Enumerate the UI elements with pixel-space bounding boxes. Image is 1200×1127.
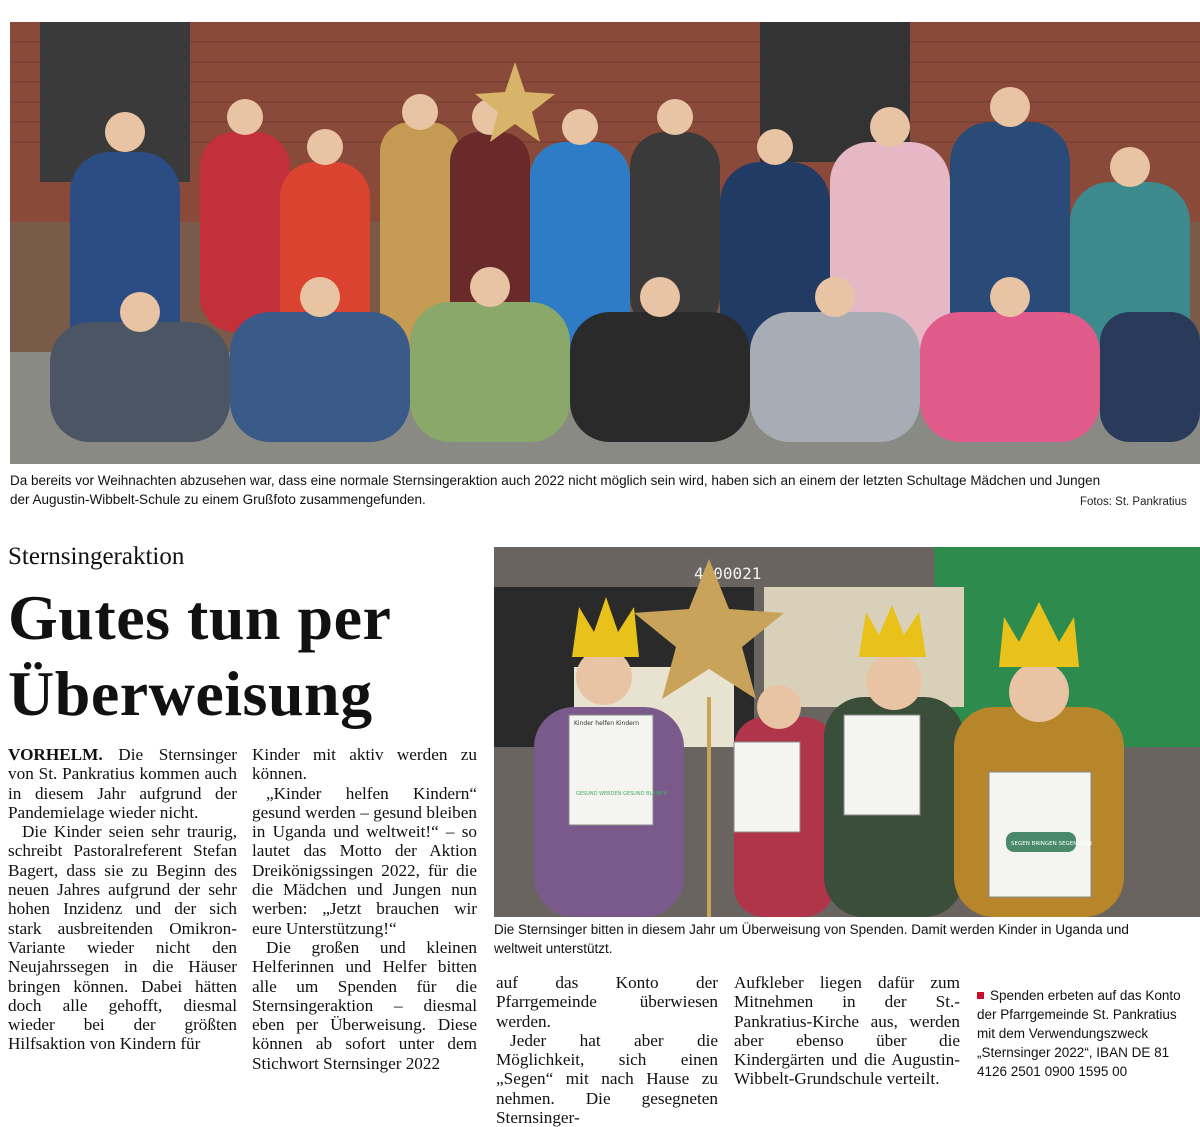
col2-paragraph1: Kinder mit aktiv werden zu können. xyxy=(252,745,477,784)
article-kicker: Sternsingeraktion xyxy=(8,543,185,570)
col3-paragraph1: auf das Konto der Pfarrgemeinde überwiesen werden. xyxy=(496,973,718,1031)
col1-p1-text: Die Sternsinger von St. Pankratius kommen auch in diesem Jahr aufgrund der Pandemielage wieder nicht. xyxy=(8,745,237,822)
article-column-2 xyxy=(252,745,477,1073)
second-caption-line1: Die Sternsinger bitten in diesem Jahr um Überweisung von Spenden. Damit werden Kinder in Uganda und xyxy=(494,922,1129,937)
photo-credit: Fotos: St. Pankratius xyxy=(1080,496,1187,508)
article-column-4 xyxy=(734,973,960,1089)
top-caption-line2: der Augustin-Wibbelt-Schule zu einem Grußfoto zusammengefunden. xyxy=(10,492,426,507)
second-photo-caption xyxy=(494,920,1200,958)
article-column-3 xyxy=(496,973,718,1127)
sternsinger-photo xyxy=(494,547,1200,917)
col3-paragraph2: Jeder hat aber die Möglichkeit, sich einen „Segen“ mit nach Hause zu nehmen. Die gesegneten Sternsinger- xyxy=(496,1030,718,1127)
headline-line2: Überweisung xyxy=(8,658,373,729)
col4-paragraph1: Aufkleber liegen dafür zum Mitnehmen in der St.-Pankratius-Kirche aus, werden aber ebenso über die Kindergärten und die Augustin-Wibbelt-Grundschule verteilt. xyxy=(734,973,960,1089)
top-caption-line1: Da bereits vor Weihnachten abzusehen war, dass eine normale Sternsingeraktion auch 2022 nicht möglich sein wird, haben sich an einem der letzten Schultage Mädchen und Jungen xyxy=(10,473,1101,488)
counter-display: 4200021 xyxy=(694,564,762,583)
article-headline xyxy=(8,580,391,732)
top-photo-caption xyxy=(10,471,1200,509)
group-photo xyxy=(10,22,1200,464)
col1-paragraph2: Die Kinder seien sehr traurig, schreibt Pastoralreferent Stefan Bagert, dass sie zu Beginn des neuen Jahres aufgrund der sehr hohen Inzidenz und der sich stark ausbreitenden Omikron-Variante wieder nicht den Neujahrssegen in die Häuser bringen können. Dabei hätten doch alle gehofft, diesmal wieder bei der größten Hilfsaktion von Kindern für xyxy=(8,822,237,1054)
col1-paragraph1 xyxy=(8,745,237,822)
sign4-text: SEGEN BRINGEN SEGEN SEIN xyxy=(1011,841,1092,847)
donation-info-text: Spenden erbeten auf das Konto der Pfarrgemeinde St. Pankratius mit dem Verwendungszweck „Sternsinger 2022“, IBAN DE 81 4126 2501 0900 1595 00 xyxy=(977,988,1181,1079)
headline-line1: Gutes tun per xyxy=(8,582,392,653)
second-caption-line2: weltweit unterstützt. xyxy=(494,941,613,956)
sign1-subtext: GESUND WERDEN GESUND BLEIBEN xyxy=(576,791,668,797)
col2-paragraph2: „Kinder helfen Kindern“ gesund werden – gesund bleiben in Uganda und weltweit!“ – so lautet das Motto der Aktion Dreikönigssingen 2022, für die die Mädchen und Jungen nun werben: „Jetzt brauchen wir eure Unterstützung!“ xyxy=(252,783,477,938)
sign1-text: Kinder helfen Kindern xyxy=(574,720,640,727)
dateline: VORHELM. xyxy=(8,745,103,764)
bullet-square-icon xyxy=(977,992,984,999)
article-column-1 xyxy=(8,745,237,1054)
donation-info-box xyxy=(977,986,1197,1081)
col2-paragraph3: Die großen und kleinen Helferinnen und Helfer bitten alle um Spenden für die Sternsingeraktion – diesmal eben per Überweisung. Diese können ab sofort unter dem Stichwort Sternsinger 2022 xyxy=(252,937,477,1073)
